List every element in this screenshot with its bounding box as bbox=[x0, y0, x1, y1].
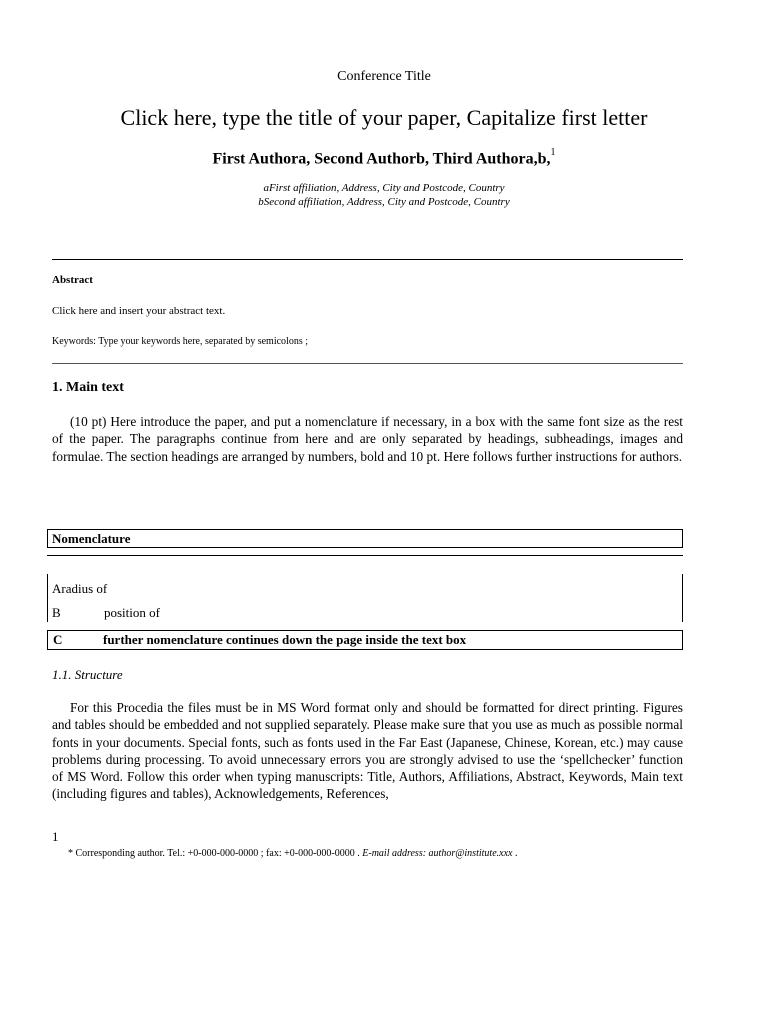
nomenclature-definition-b: position of bbox=[104, 605, 160, 620]
paper-title[interactable]: Click here, type the title of your paper, Capitalize first letter bbox=[120, 105, 648, 130]
subsection-heading-structure: 1.1. Structure bbox=[52, 667, 123, 682]
author-footnote-mark: 1 bbox=[550, 147, 556, 158]
abstract-heading: Abstract bbox=[52, 274, 93, 286]
corresponding-author-footnote[interactable] bbox=[68, 848, 517, 859]
nomenclature-symbol-c: C bbox=[53, 632, 63, 647]
affiliation-b: bSecond affiliation, Address, City and Postcode, Country bbox=[258, 196, 510, 208]
main-text-paragraph[interactable]: (10 pt) Here introduce the paper, and put a nomenclature if necessary, in a box with the same font size as the rest of the paper. The paragraphs continue from here and are only separated by headings, subheadings, images and formulae. The section headings are arranged by numbers, bold and 10 pt. Here follows further instructions for authors. bbox=[52, 414, 683, 464]
abstract-text[interactable]: Click here and insert your abstract text. bbox=[52, 305, 226, 317]
footnote-number: 1 bbox=[52, 829, 59, 844]
nomenclature-entry-c[interactable] bbox=[47, 630, 683, 650]
nomenclature-entry-b[interactable] bbox=[52, 605, 160, 621]
nomenclature-divider bbox=[47, 555, 683, 556]
conference-title: Conference Title bbox=[337, 69, 431, 84]
nomenclature-heading: Nomenclature bbox=[52, 531, 131, 546]
section-heading-main-text: 1. Main text bbox=[52, 380, 124, 395]
author-list[interactable] bbox=[0, 149, 768, 168]
structure-paragraph[interactable]: For this Procedia the files must be in MS Word format only and should be formatted for direct printing. Figures and tables should be embedded and not supplied separately. Please make sure that you use as much as possible normal fonts in your documents. Special fonts, such as fonts used in the Far East (Japanese, Chinese, Korean, etc.) may cause problems during processing. To avoid unnecessary errors you are strongly advised to use the ‘spellchecker’ function of MS Word. Follow this order when typing manuscripts: Title, Authors, Affiliations, Abstract, Keywords, Main text (including figures and tables), Acknowledgements, References, bbox=[52, 700, 683, 802]
abstract-top-rule bbox=[52, 259, 683, 260]
nomenclature-entry-a[interactable]: Aradius of bbox=[52, 581, 108, 596]
affiliation-a: aFirst affiliation, Address, City and Postcode, Country bbox=[263, 182, 505, 194]
footnote-contact: * Corresponding author. Tel.: +0-000-000-0000 ; fax: +0-000-000-0000 . bbox=[68, 848, 360, 859]
nomenclature-box-right-border bbox=[682, 574, 683, 622]
footnote-email[interactable]: E-mail address: author@institute.xxx bbox=[362, 848, 513, 859]
footnote-suffix: . bbox=[512, 848, 518, 859]
nomenclature-box-left-border bbox=[47, 574, 48, 622]
nomenclature-symbol-b: B bbox=[52, 605, 61, 620]
abstract-bottom-rule bbox=[52, 363, 683, 364]
keywords-line[interactable]: Keywords: Type your keywords here, separated by semicolons ; bbox=[52, 336, 308, 347]
author-names: First Authora, Second Authorb, Third Authora,b, bbox=[212, 150, 551, 168]
nomenclature-header-box bbox=[47, 529, 683, 548]
nomenclature-definition-c: further nomenclature continues down the page inside the text box bbox=[103, 632, 467, 647]
